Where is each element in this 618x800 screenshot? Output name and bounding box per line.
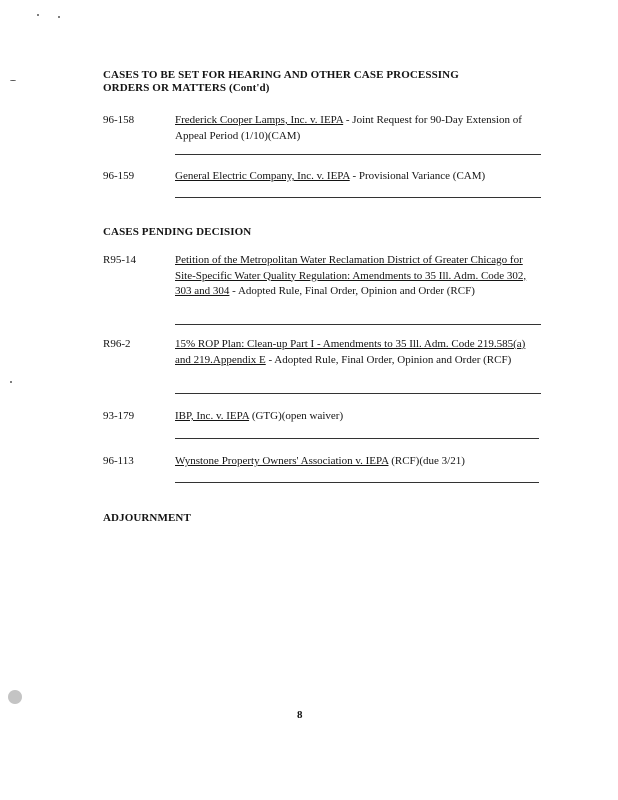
- section-heading-line1: CASES TO BE SET FOR HEARING AND OTHER CASE PROCESSING: [103, 69, 459, 81]
- section-heading-pending: CASES PENDING DECISION: [103, 226, 252, 238]
- case-description: [175, 454, 541, 470]
- separator-line: [175, 482, 539, 483]
- separator-line: [175, 324, 541, 325]
- case-name: Frederick Cooper Lamps, Inc. v. IEPA: [175, 114, 344, 126]
- case-description: [175, 253, 541, 300]
- adjournment-heading: ADJOURNMENT: [103, 512, 191, 524]
- separator-line: [175, 438, 539, 439]
- case-name: IBP, Inc. v. IEPA: [175, 410, 250, 422]
- section-heading-hearing: [103, 69, 459, 95]
- separator-line: [175, 154, 541, 155]
- docket-number: 96-158: [103, 114, 135, 126]
- case-status: (GTG)(open waiver): [249, 410, 344, 422]
- case-name: Petition of the Metropolitan Water Reclamation District of Greater Chicago for Site-Specific Water Quality Regulation: Amendments to 35 Ill. Adm. Code 302, 303 and 304: [175, 254, 527, 297]
- separator-line: [175, 393, 541, 394]
- section-heading-line2: ORDERS OR MATTERS (Cont'd): [103, 82, 270, 94]
- docket-number: 96-113: [103, 455, 134, 467]
- page-number: 8: [297, 709, 303, 721]
- case-status: - Adopted Rule, Final Order, Opinion and Order (RCF): [229, 285, 475, 297]
- scan-speck: [10, 381, 12, 383]
- case-description: [175, 409, 541, 425]
- case-status: - Joint Request for 90-Day Extension of Appeal Period (1/10)(CAM): [175, 114, 522, 142]
- docket-number: R96-2: [103, 338, 131, 350]
- case-description: [175, 169, 541, 185]
- scan-speck: [37, 14, 39, 16]
- scan-speck: [10, 80, 16, 81]
- case-description: [175, 337, 541, 368]
- case-name: 15% ROP Plan: Clean-up Part I - Amendments to 35 Ill. Adm. Code 219.585(a) and 219.Appendix E: [175, 338, 526, 366]
- case-name: Wynstone Property Owners' Association v. IEPA: [175, 455, 389, 467]
- case-description: [175, 113, 541, 144]
- docket-number: 93-179: [103, 410, 135, 422]
- docket-number: R95-14: [103, 254, 136, 266]
- scan-speck: [58, 16, 60, 18]
- case-name: General Electric Company, Inc. v. IEPA: [175, 170, 350, 182]
- separator-line: [175, 197, 541, 198]
- docket-number: 96-159: [103, 170, 135, 182]
- case-status: - Provisional Variance (CAM): [349, 170, 486, 182]
- case-status: - Adopted Rule, Final Order, Opinion and Order (RCF): [265, 353, 512, 366]
- case-status: (RCF)(due 3/21): [388, 455, 465, 467]
- scan-speck: [8, 690, 22, 704]
